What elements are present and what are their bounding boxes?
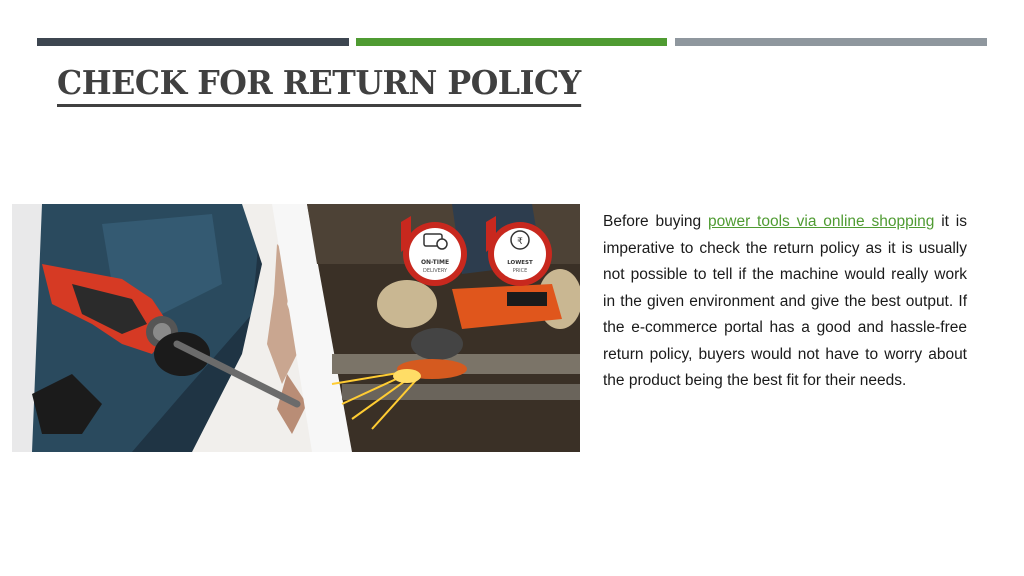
body-paragraph [603,209,967,395]
badge-2-line1: LOWEST [507,260,533,266]
paragraph-rest: it is imperative to check the return policy as it is usually not possible to tell if the machine would really work in the given environment and give the best output. If the e-commerce portal has a good and hassle-free return policy, buyers would not have to worry about the product being the best fit for their needs. [603,213,967,389]
hammer-drill-photo [12,204,312,452]
header-bar-green [356,38,667,46]
badge-2-line2: PRICE [512,268,528,274]
power-tools-image [12,204,580,452]
header-bar-gray [675,38,987,46]
header-bar-dark [37,38,349,46]
slide-title: CHECK FOR RETURN POLICY [57,62,581,107]
badge-1-line2: DELIVERY [422,268,448,274]
svg-text:₹: ₹ [517,237,523,247]
paragraph-intro: Before buying [603,213,709,230]
badge-1-line1: ON-TIME [420,259,450,266]
power-tools-link[interactable]: power tools via online shopping [708,213,935,230]
